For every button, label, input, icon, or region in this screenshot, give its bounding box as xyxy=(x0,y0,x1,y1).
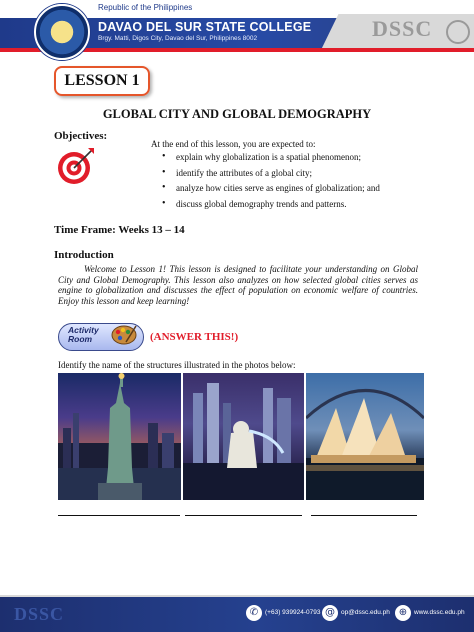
activity-room-label: Activity Room xyxy=(68,325,99,344)
footer-email[interactable]: op@dssc.edu.ph xyxy=(341,609,390,616)
college-name: DAVAO DEL SUR STATE COLLEGE xyxy=(98,20,312,34)
dssc-mark-icon xyxy=(446,20,470,44)
objectives-intro: At the end of this lesson, you are expected to: xyxy=(151,139,316,149)
list-item: • explain why globalization is a spatial phenomenon; xyxy=(164,152,380,168)
dssc-brand-logo: DSSC xyxy=(372,16,433,41)
list-item: • discuss global demography trends and patterns. xyxy=(164,199,380,215)
answer-line[interactable] xyxy=(185,515,302,516)
list-item: • analyze how cities serve as engines of globalization; and xyxy=(164,183,380,199)
answer-this-label: (ANSWER THIS!) xyxy=(150,331,239,343)
answer-line[interactable] xyxy=(311,515,417,516)
introduction-heading: Introduction xyxy=(54,249,114,261)
college-address: Brgy. Matti, Digos City, Davao del Sur, Philippines 8002 xyxy=(98,35,258,42)
globe-icon: ⊕ xyxy=(395,605,411,621)
merlion-singapore-photo xyxy=(183,373,304,500)
footer-brand: DSSC xyxy=(14,604,65,624)
phone-icon: ✆ xyxy=(246,605,262,621)
footer-phone[interactable]: (+63) 939924-0793 xyxy=(265,609,321,616)
sydney-opera-house-photo xyxy=(306,373,424,500)
activity-instruction: Identify the name of the structures illustrated in the photos below: xyxy=(58,360,296,370)
footer-website[interactable]: www.dssc.edu.ph xyxy=(414,609,465,616)
objectives-list xyxy=(164,152,380,214)
paint-palette-icon xyxy=(110,322,138,346)
college-seal-logo xyxy=(34,4,90,60)
lesson-label: LESSON 1 xyxy=(54,66,150,96)
statue-of-liberty-photo xyxy=(58,373,181,500)
target-icon xyxy=(56,146,96,186)
at-icon: @ xyxy=(322,605,338,621)
objectives-heading: Objectives: xyxy=(54,130,108,142)
page-header xyxy=(0,0,474,62)
introduction-paragraph: Welcome to Lesson 1! This lesson is designed to facilitate your understanding on Global City and Global Demography. This lesson also analyzes on how selected global cities serves as engine to globalization and discusses the effect of population on economic welfare of countries. Enjoy this lesson and keep learning! xyxy=(58,264,418,306)
list-item: • identify the attributes of a global city; xyxy=(164,168,380,184)
answer-line[interactable] xyxy=(58,515,180,516)
lesson-title: GLOBAL CITY AND GLOBAL DEMOGRAPHY xyxy=(102,107,372,121)
time-frame: Time Frame: Weeks 13 – 14 xyxy=(54,224,185,236)
republic-label: Republic of the Philippines xyxy=(98,3,193,12)
